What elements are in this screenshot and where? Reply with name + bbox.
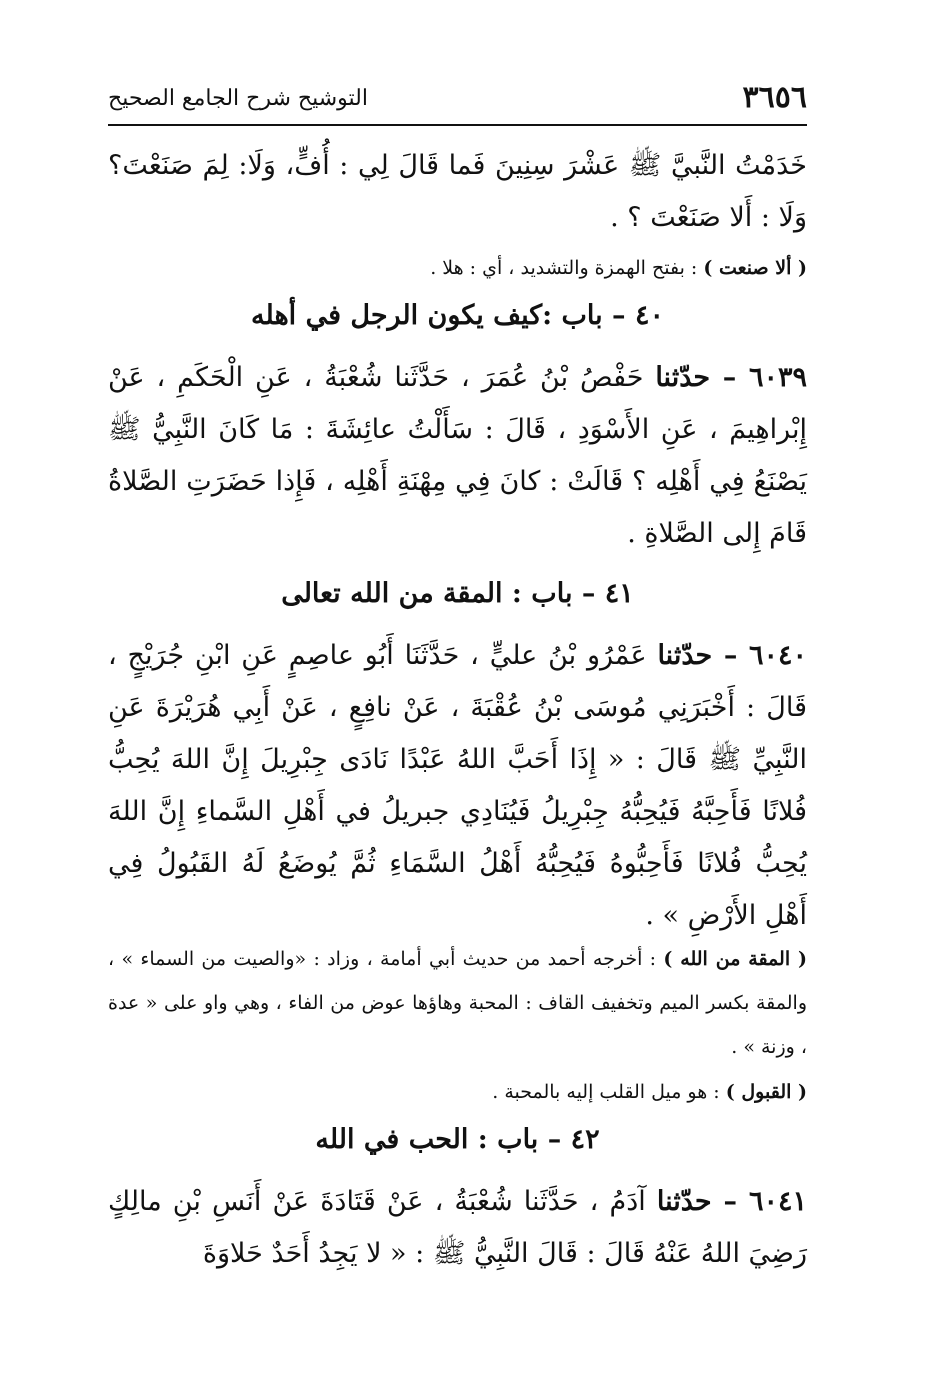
note-text: : بفتح الهمزة والتشديد ، أي : هلا .: [430, 257, 698, 279]
hadith-6040: [108, 630, 807, 942]
chapter-heading-42: ٤٢ – باب : الحب في الله: [315, 1124, 600, 1155]
hadith-text: عَمْرُو بْنُ عليٍّ ، حَدَّثَنَا أَبُو عاصِمٍ عَنِ ابْنِ جُرَيْجٍ ، قَالَ : أَخْبَرَنِي مُوسَى بْنُ عُقْبَةَ ، عَنْ نافِعٍ ، عَنْ أَبِي هُرَيْرَةَ عَنِ النَّبِيِّ ﷺ قَالَ : « إِذَا أَحَبَّ اللهُ عَبْدًا نَادَى جِبْرِيلَ إِنَّ اللهَ يُحِبُّ فُلانًا فَأَحِبَّهُ فَيُحِبُّهُ جِبْرِيلُ فَيُنَادِي جبريلُ في أَهْلِ السَّماءِ إِنَّ اللهَ يُحِبُّ فُلانًا فَأَحِبُّوهُ فَيُحِبُّهُ أَهْلُ السَّمَاءِ ثُمَّ يُوضَعُ لَهُ القَبُولُ فِي أَهْلِ الأَرْضِ » .: [108, 640, 807, 931]
intro-paragraph: [108, 140, 807, 244]
hadith-number: ٦٠٤١ – حدّثنا: [656, 1186, 807, 1217]
intro-text: خَدَمْتُ النَّبيَّ ﷺ عَشْرَ سِنِينَ فَما قَالَ لِي : أُفٍّ، وَلَا: لِمَ صَنَعْتَ؟ وَلَا : أَلا صَنَعْتَ ؟ .: [108, 150, 807, 233]
running-header: [108, 80, 807, 116]
hadith-text: حَفْصُ بْنُ عُمَرَ ، حَدَّثَنا شُعْبَةُ ، عَنِ الْحَكَمِ ، عَنْ إِبْراهِيمَ ، عَنِ الأَسْوَدِ ، قَالَ : سَأَلْتُ عائِشَةَ : مَا كَانَ النَّبِيُّ ﷺ يَصْنَعُ فِي أَهْلِه ؟ قَالَتْ : كانَ فِي مِهْنَةِ أَهْلِه ، فَإِذا حَضَرَتِ الصَّلاةُ قَامَ إِلى الصَّلاةِ .: [108, 362, 807, 549]
hadith-6041: [108, 1176, 807, 1280]
note-maqa: [108, 937, 807, 1069]
hadith-number: ٦٠٣٩ – حدّثنا: [655, 362, 807, 393]
note-term: ( ألا صنعت ): [703, 257, 807, 279]
note-text: : هو ميل القلب إليه بالمحبة .: [492, 1081, 720, 1103]
chapter-heading-41: ٤١ – باب : المقة من الله تعالى: [281, 578, 634, 609]
hadith-6039: [108, 352, 807, 560]
chapter-heading-40: ٤٠ – باب :كيف يكون الرجل في أهله: [251, 300, 664, 331]
hadith-number: ٦٠٤٠ – حدّثنا: [657, 640, 807, 671]
page-number: ٣٦٥٦: [742, 80, 807, 115]
note-ala-sanat: [108, 246, 807, 290]
header-rule: [108, 124, 807, 126]
note-qabul: [108, 1070, 807, 1114]
note-term: ( القبول ): [725, 1081, 807, 1103]
hadith-text: آدَمُ ، حَدَّثَنا شُعْبَةُ ، عَنْ قَتَادَةَ عَنْ أَنَسِ بْنِ مالِكٍ رَضِيَ اللهُ عَنْهُ قَالَ : قَالَ النَّبِيُّ ﷺ : « لا يَجِدُ أَحَدٌ حَلاوَةَ: [108, 1186, 807, 1269]
note-text: : أخرجه أحمد من حديث أبي أمامة ، وزاد : «والصيت من السماء » ، والمقة بكسر الميم وتخفيف القاف : المحبة وهاؤها عوض من الفاء ، وهي واو على « عدة ، وزنة » .: [108, 948, 807, 1058]
book-title: التوشيح شرح الجامع الصحيح: [108, 86, 368, 111]
note-term: ( المقة من الله ): [663, 948, 807, 970]
